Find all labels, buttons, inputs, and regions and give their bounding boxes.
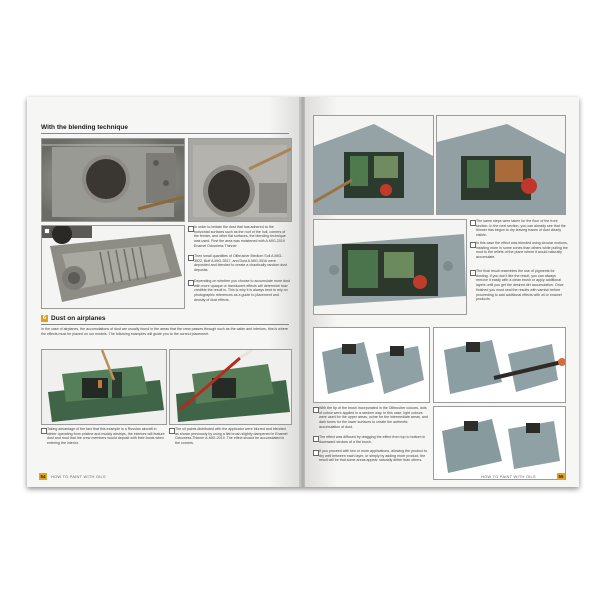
fuselage-cockpit-photo-1 [313, 115, 434, 215]
cockpit-side-photo [313, 219, 467, 315]
airplane-caption-1: Taking advantage of the fact that this example is a Russian aircraft in winter operating from pristine and muddy airstrips, the interiors will feature dust and mud that the crew members would deposit with their boots when entering the interior. [47, 427, 165, 446]
blending-text-1: In order to imitate the dust that has adhered to the horizontal surfaces such as the roof of the hull, corners of the fender, and other flat surfaces, the blending technique was used. First the area was moistened with A.MIG-2019 Enamel Odourless Thinner. [194, 225, 286, 248]
hatch-detail-photo [188, 138, 292, 222]
left-page-number: 54 [40, 474, 46, 479]
airplane-caption-2: The oil paints distributed with the applicator were blurred and blended as shown previously by using a flat brush slightly dampened in Enamel Odourless Thinner A.MIG-2019. The effect should be accumulated in the corners. [175, 427, 288, 446]
section-title: Dust on airplanes [51, 315, 106, 322]
panel-text-1: With the tip of the brush incorporated in the Oilbrusher colours, dots of colour were applied in a random way. In this case, light colours were used for the upper areas, ochre for the intermediate areas, and dark tones for the lower surfaces to create the authentic accumulation of dust. [319, 406, 428, 429]
section-rule [41, 324, 289, 325]
heading-rule [41, 133, 289, 134]
panel-text-3: If you proceed with two or more applications, allowing the product to dry well between each layer, or simply by adding more product, the result will be that some areas appear naturally dirtier than others. [319, 449, 428, 463]
cockpit-interior-photo-1 [41, 349, 167, 425]
right-text-3: The final result resembles the use of pigments for dusting. If you don't like the result, you can always remove it easily with a clean brush or apply additional layers until you get the desired dirt accumulation. Once finished you must seal the results with varnish before proceeding to add additional effects with oil or enamel products. [476, 269, 564, 302]
right-page [305, 97, 579, 487]
blending-text-3: Depending on whether you choose to accumulate more dust with more opaque or translucent effects will determine how credible the result is. This is why it is always best to rely on photographic references as a guide to placement and density of dust effects. [194, 279, 290, 302]
left-page [27, 97, 301, 487]
hull-hatch-photo [41, 138, 185, 222]
panel-photo-3 [433, 406, 566, 480]
left-footer: HOW TO PAINT WITH OILS [51, 474, 106, 479]
panel-photo-2 [433, 327, 566, 403]
right-text-1: The same steps were taken for the floor of the front section. In the next section, you can already see that the thinner has begun to dry leaving traces of dust clearly visible. [476, 219, 566, 238]
section-heading: With the blending technique [41, 124, 128, 131]
panel-text-2: The effect was diffused by dragging the effect from top to bottom in downward strokes of a flat brush. [319, 435, 426, 444]
photo-checkbox-icon [44, 228, 50, 234]
right-page-number: 55 [558, 474, 564, 479]
cockpit-interior-photo-2 [169, 349, 292, 425]
panel-photo-1 [313, 327, 430, 403]
right-footer: HOW TO PAINT WITH OILS [481, 474, 536, 479]
section-intro: In the case of airplanes, the accumulations of dust are usually found in the areas that the crew passes through such as the cabin and interiors, this is where the effects must be placed on our models. The following examples will guide you to the correct placement. [41, 327, 288, 336]
section-number-badge: 6 [42, 315, 47, 321]
fuselage-cockpit-photo-2 [436, 115, 566, 215]
blending-text-2: Then small quantities of Oilbrusher Medium Soil A.MIG-3522, Buff A.MIG-3517, and Dust A.MIG-3516 were deposited and blended to create a chaotically random dust deposits. [194, 254, 288, 273]
fender-photo [41, 225, 185, 309]
magazine-spread [27, 97, 579, 487]
right-text-2: In this case the effect was blended using circular motions, insisting more in some zones than others while pulling the mud to the reliefs of the plane where it would naturally accumulate. [476, 241, 568, 260]
